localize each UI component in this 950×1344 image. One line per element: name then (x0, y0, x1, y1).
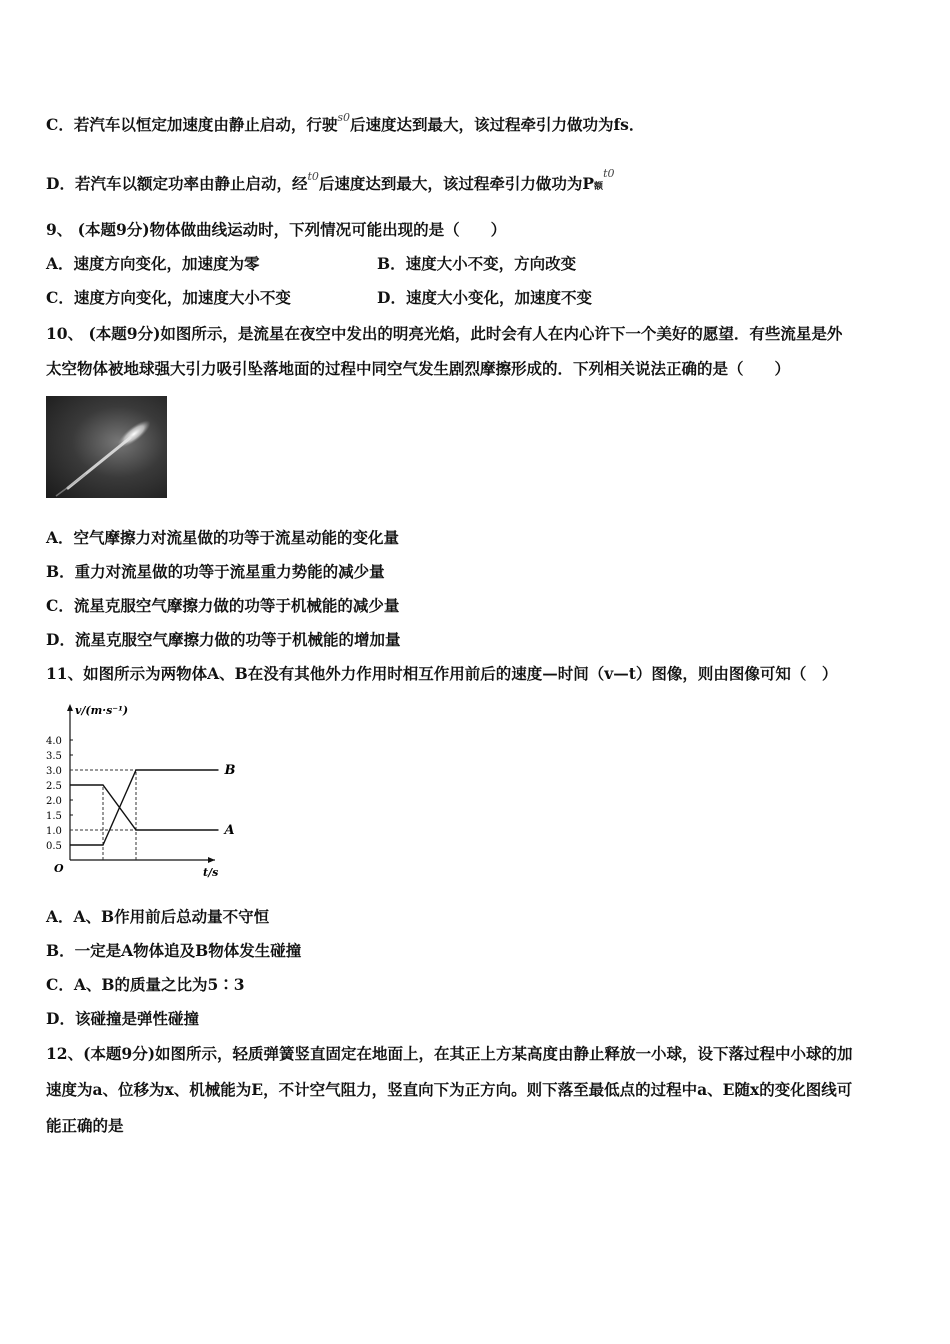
q9-option-a: A．速度方向变化，加速度为零 (46, 254, 260, 273)
q10-option-c: C．流星克服空气摩擦力做的功等于机械能的减少量 (46, 596, 400, 615)
q10-option-a: A．空气摩擦力对流星做的功等于流星动能的变化量 (46, 528, 400, 547)
q8-option-c-suffix: 后速度达到最大，该过程牵引力做功为fs． (350, 115, 645, 134)
q8-option-d-prefix: D．若汽车以额定功率由静止启动，经 (46, 174, 308, 193)
y-tick-label: 2.0 (46, 796, 62, 807)
y-tick-label: 1.0 (46, 826, 62, 837)
y-axis-arrow (67, 704, 73, 711)
x-axis-label: t/s (203, 866, 219, 879)
origin-label: O (54, 862, 64, 875)
series-b-line (70, 770, 219, 845)
q8-symbol-t0: t0 (307, 170, 319, 183)
y-tick-label: 4.0 (46, 736, 62, 747)
q8-option-d-mid: 后速度达到最大，该过程牵引力做功为P (318, 174, 595, 193)
q10-option-d: D．流星克服空气摩擦力做的功等于机械能的增加量 (46, 630, 401, 649)
q11-option-a: A．A、B作用前后总动量不守恒 (46, 907, 270, 926)
q8-option-c (46, 111, 645, 138)
series-a-label: A (224, 823, 235, 838)
q9-option-b: B．速度大小不变，方向改变 (377, 254, 577, 273)
y-tick-label: 3.0 (46, 766, 62, 777)
y-tick-label: 2.5 (46, 781, 62, 792)
q9-option-d: D．速度大小变化，加速度不变 (377, 288, 592, 307)
x-axis-arrow (208, 857, 215, 863)
q12-stem-line3: 能正确的是 (46, 1116, 124, 1135)
q12-stem-line1: 12、(本题9分)如图所示，轻质弹簧竖直固定在地面上，在其正上方某高度由静止释放一小球，设下落过程中小球的加 (46, 1044, 853, 1063)
y-tick-label: 0.5 (46, 841, 62, 852)
q9-stem: 9、 (本题9分)物体做曲线运动时，下列情况可能出现的是（ ） (46, 220, 507, 239)
y-tick-label: 1.5 (46, 811, 62, 822)
series-b-label: B (224, 763, 236, 778)
q10-stem-line2: 太空物体被地球强大引力吸引坠落地面的过程中同空气发生剧烈摩擦形成的．下列相关说法正确的是（ ） (46, 359, 791, 378)
q9-option-c: C．速度方向变化，加速度大小不变 (46, 288, 291, 307)
velocity-time-chart (40, 698, 236, 884)
q8-option-d (46, 167, 615, 198)
q10-option-b: B．重力对流星做的功等于流星重力势能的减少量 (46, 562, 385, 581)
q11-option-b: B．一定是A物体追及B物体发生碰撞 (46, 941, 302, 960)
q8-option-c-prefix: C．若汽车以恒定加速度由静止启动，行驶 (46, 115, 338, 134)
q11-stem: 11、如图所示为两物体A、B在没有其他外力作用时相互作用前后的速度—时间（v—t）图像，则由图像可知（ ） (46, 664, 838, 683)
q10-stem-line1: 10、 (本题9分)如图所示，是流星在夜空中发出的明亮光焰，此时会有人在内心许下一个美好的愿望．有些流星是外 (46, 324, 843, 343)
y-tick-label: 3.5 (46, 751, 62, 762)
y-axis-label: v/(m·s⁻¹) (75, 704, 129, 717)
q8-power-subscript: 额 (594, 182, 604, 192)
q8-symbol-s0: s0 (337, 111, 350, 124)
q12-stem-line2: 速度为a、位移为x、机械能为E，不计空气阻力，竖直向下为正方向。则下落至最低点的过程中a、E随x的变化图线可 (46, 1080, 853, 1099)
meteor-photo (46, 396, 167, 498)
q11-option-d: D．该碰撞是弹性碰撞 (46, 1009, 199, 1028)
series-a-line (70, 785, 219, 830)
q11-option-c: C．A、B的质量之比为5∶3 (46, 975, 245, 994)
q8-symbol-t0-2: t0 (603, 167, 615, 180)
